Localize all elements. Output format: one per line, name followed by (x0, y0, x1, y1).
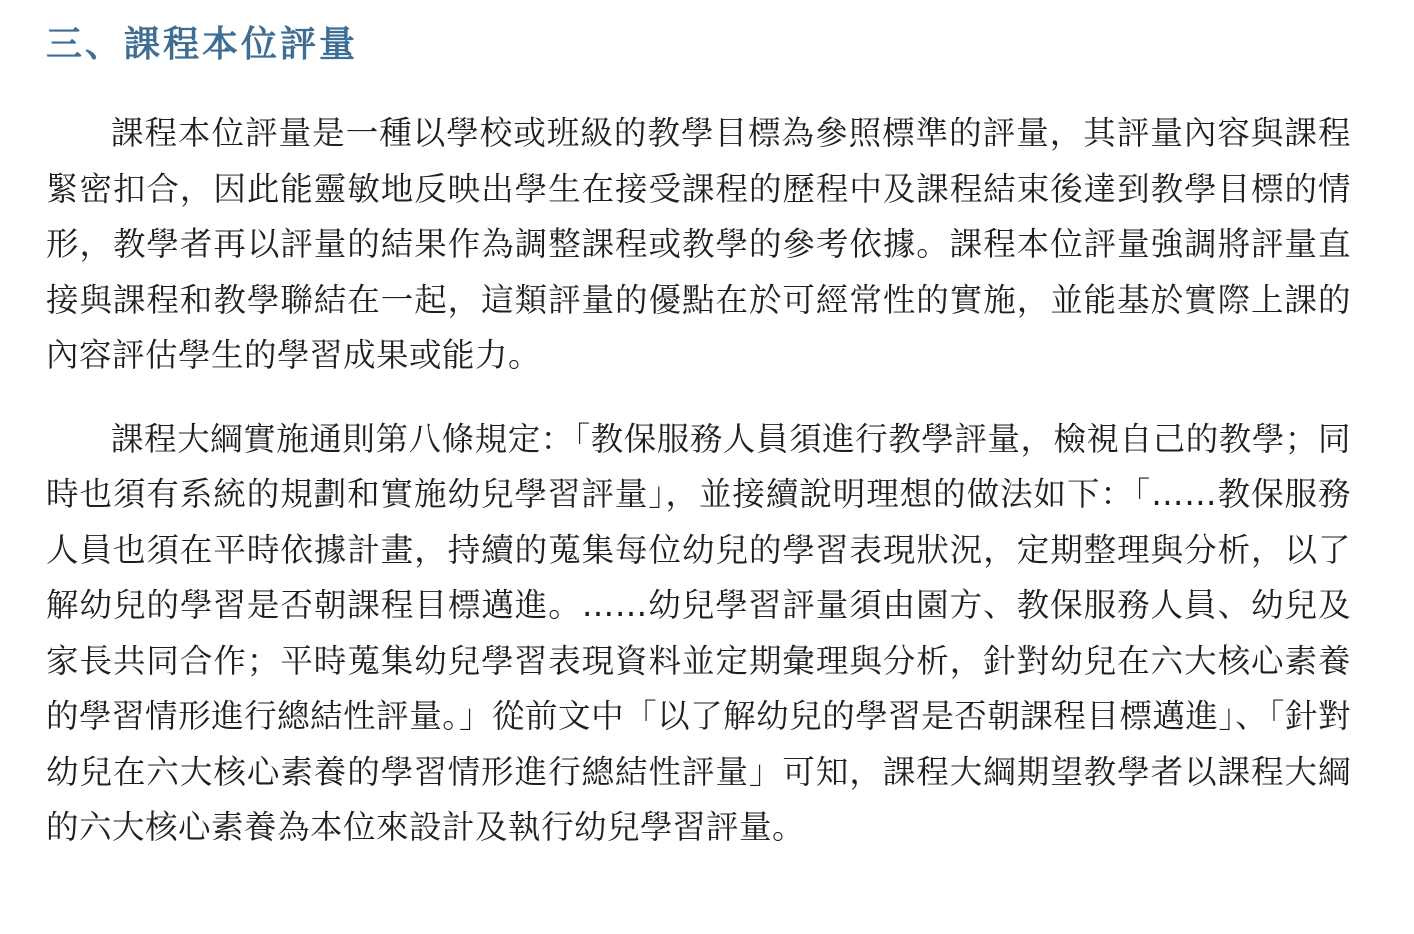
section-title: 三、課程本位評量 (46, 24, 359, 65)
document-page (46, 18, 1351, 856)
paragraph-2: 課程大綱實施通則第八條規定：「教保服務人員須進行教學評量，檢視自己的教學；同時也須有系統的規劃和實施幼兒學習評量」，並接續說明理想的做法如下：「……教保服務人員也須在平時依據計畫，持續的蒐集每位幼兒的學習表現狀況，定期整理與分析，以了解幼兒的學習是否朝課程目標邁進。……幼兒學習評量須由園方、教保服務人員、幼兒及家長共同合作；平時蒐集幼兒學習表現資料並定期彙理與分析，針對幼兒在六大核心素養的學習情形進行總結性評量。」從前文中「以了解幼兒的學習是否朝課程目標邁進」、「針對幼兒在六大核心素養的學習情形進行總結性評量」可知，課程大綱期望教學者以課程大綱的六大核心素養為本位來設計及執行幼兒學習評量。 (46, 419, 1351, 846)
paragraph-1: 課程本位評量是一種以學校或班級的教學目標為參照標準的評量，其評量內容與課程緊密扣合，因此能靈敏地反映出學生在接受課程的歷程中及課程結束後達到教學目標的情形，教學者再以評量的結果作為調整課程或教學的參考依據。課程本位評量強調將評量直接與課程和教學聯結在一起，這類評量的優點在於可經常性的實施，並能基於實際上課的內容評估學生的學習成果或能力。 (46, 114, 1351, 374)
